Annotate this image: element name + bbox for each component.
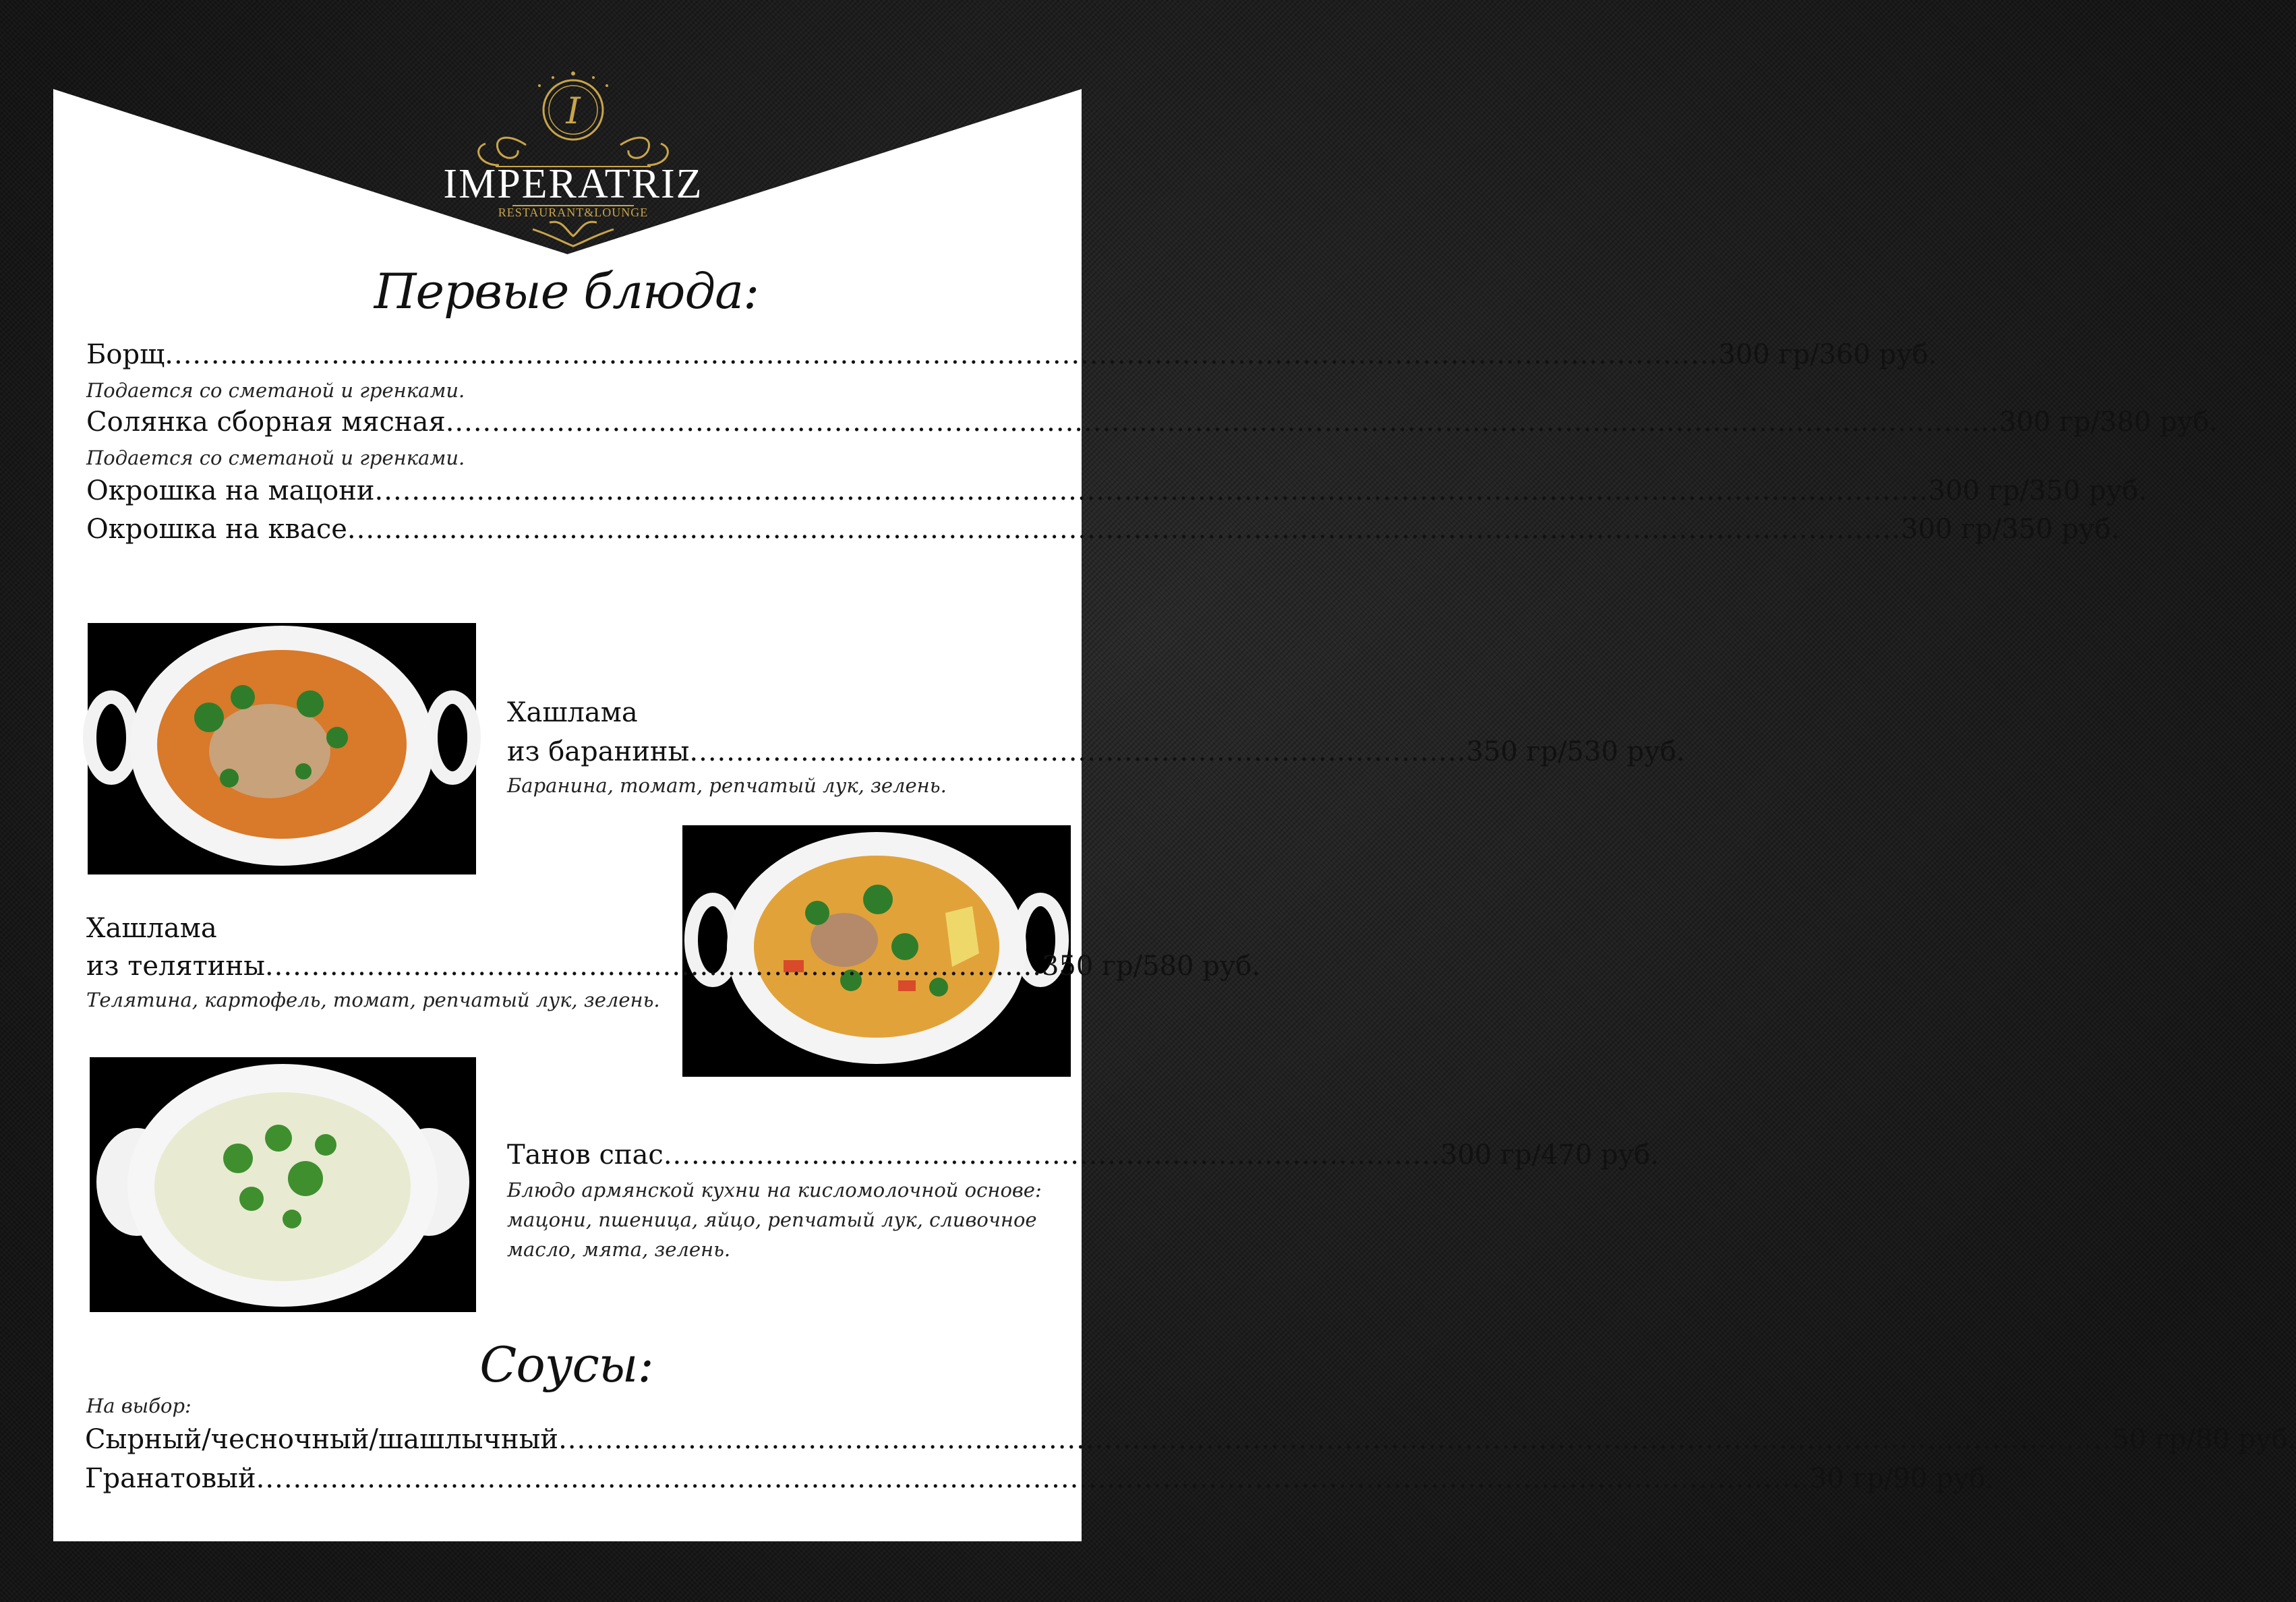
item-name-line1: Хашлама bbox=[507, 697, 638, 728]
tanov-spas-photo bbox=[90, 1057, 476, 1312]
sauces-note: На выбор: bbox=[86, 1394, 192, 1417]
item-description: Телятина, картофель, томат, репчатый лук, зелень. bbox=[86, 988, 660, 1011]
menu-item-borscht bbox=[86, 339, 1937, 370]
khashlama-lamb-photo bbox=[88, 623, 476, 874]
item-name: Окрошка на мацони bbox=[86, 475, 375, 506]
leader-dots: ........................................................................................................................................................................ bbox=[445, 407, 1999, 438]
item-name: Гранатовый bbox=[85, 1463, 256, 1494]
menu-item-okroshka-kvass bbox=[86, 514, 2120, 545]
item-name: Сырный/чесночный/шашлычный bbox=[85, 1424, 559, 1455]
item-description: Баранина, томат, репчатый лук, зелень. bbox=[507, 774, 947, 797]
item-price: 300 гр/360 руб. bbox=[1718, 339, 1937, 370]
logo-monogram: I bbox=[566, 90, 581, 132]
item-price: 300 гр/470 руб. bbox=[1440, 1139, 1659, 1170]
item-name-line1: Хашлама bbox=[86, 913, 217, 944]
item-price: 350 гр/580 руб. bbox=[1041, 951, 1261, 982]
leader-dots: .................................................................................... bbox=[663, 1139, 1440, 1170]
leader-dots: .................................................................................... bbox=[264, 951, 1042, 982]
menu-item-sauce-pomegranate bbox=[85, 1463, 1994, 1494]
leader-dots: ........................................................................................................................................................................ bbox=[558, 1424, 2113, 1455]
item-name: Танов спас bbox=[507, 1139, 664, 1170]
leader-dots: ........................................................................................................................................................................ bbox=[256, 1463, 1810, 1494]
item-description: Подается со сметаной и гренками. bbox=[86, 379, 465, 402]
leader-dots: ........................................................................................................................................................................ bbox=[374, 475, 1929, 506]
menu-item-khashlama-lamb bbox=[507, 736, 1685, 767]
leader-dots: ........................................................................................................................................................................ bbox=[347, 514, 1901, 545]
item-price: 50 гр/80 руб. bbox=[2112, 1424, 2296, 1455]
section-title-first-courses: Первые блюда: bbox=[374, 263, 759, 320]
item-name: Борщ bbox=[86, 339, 165, 370]
item-name: из телятины bbox=[86, 951, 265, 982]
restaurant-logo bbox=[432, 64, 715, 253]
logo-name: IMPERATRIZ bbox=[443, 161, 703, 207]
item-price: 300 гр/380 руб. bbox=[1999, 407, 2218, 438]
item-name: Солянка сборная мясная bbox=[86, 407, 446, 438]
menu-item-tanov-spas bbox=[507, 1139, 1659, 1170]
item-price: 300 гр/350 руб. bbox=[1928, 475, 2147, 506]
section-title-sauces: Соусы: bbox=[479, 1336, 653, 1393]
item-price: 30 гр/90 руб. bbox=[1809, 1463, 1994, 1494]
item-description-line: масло, мята, зелень. bbox=[507, 1238, 731, 1261]
menu-item-khashlama-veal bbox=[86, 951, 1261, 982]
leader-dots: ........................................................................................................................................................................ bbox=[165, 339, 1719, 370]
menu-item-solyanka bbox=[86, 407, 2218, 438]
logo-subtitle: RESTAURANT&LOUNGE bbox=[498, 206, 649, 219]
item-name: Окрошка на квасе bbox=[86, 514, 347, 545]
menu-item-okroshka-matsoni bbox=[86, 475, 2147, 506]
item-price: 350 гр/530 руб. bbox=[1466, 736, 1685, 767]
item-price: 300 гр/350 руб. bbox=[1901, 514, 2120, 545]
item-name: из баранины bbox=[507, 736, 690, 767]
leader-dots: .................................................................................... bbox=[689, 736, 1467, 767]
item-description-line: мацони, пшеница, яйцо, репчатый лук, сливочное bbox=[507, 1208, 1037, 1231]
menu-item-sauce-mixed bbox=[85, 1424, 2296, 1455]
item-description-line: Блюдо армянской кухни на кисломолочной основе: bbox=[507, 1179, 1042, 1202]
item-description: Подается со сметаной и гренками. bbox=[86, 446, 465, 469]
